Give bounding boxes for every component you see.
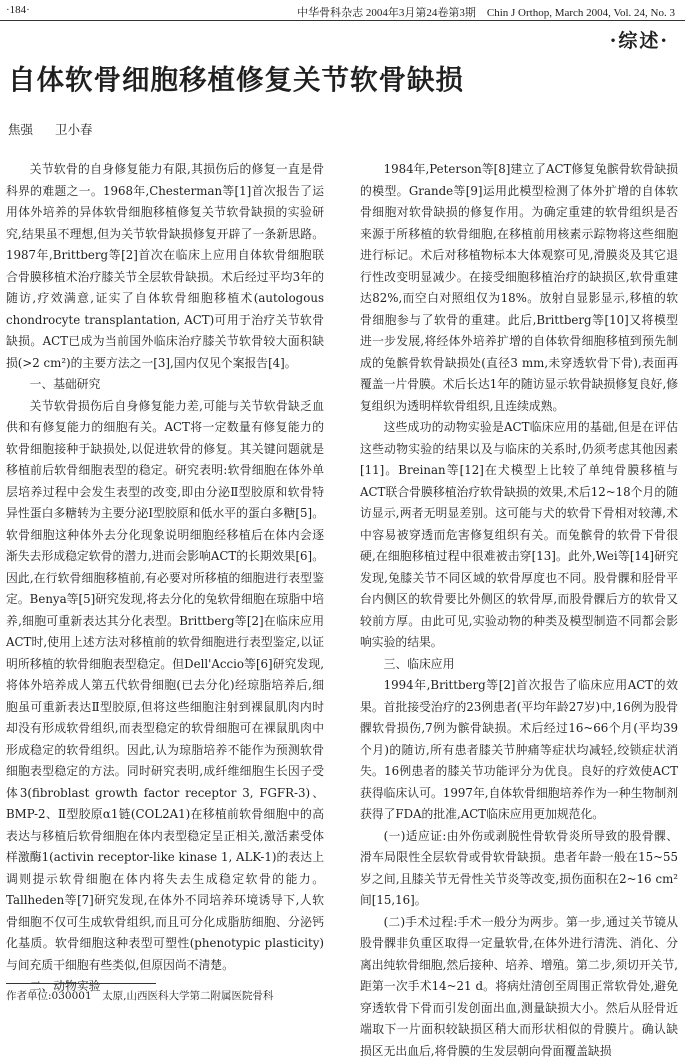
author: 卫小春 [55,122,93,137]
body-paragraph: 1994年,Brittberg等[2]首次报告了临床应用ACT的效果。首批接受治疗的23例患者(平均年龄27岁)中,16例为股骨髁软骨损伤,7例为髌骨缺损。术后经过16~66个月(平均39个月)的随访,所有患者膝关节肿痛等症状均减轻,绞锁症状消失。16例患者的膝关节功能评分为优良。良好的疗效使ACT获得临床认可。1997年,自体软骨细胞培养作为一种生物制剂获得了FDA的批准,ACT临床应用更加规范化。 [360,675,678,826]
section-heading: 二、动物实验 [6,976,324,998]
footnote-rule [6,983,156,984]
page-number: ·184· [6,4,30,16]
section-label: ·综述· [610,26,669,53]
author-affiliation: 作者单位:030001 太原,山西医科大学第二附属医院骨科 [6,988,273,1003]
author-list [8,120,111,138]
author: 焦强 [8,122,33,137]
article-title: 自体软骨细胞移植修复关节软骨缺损 [8,57,464,97]
left-column [6,159,324,998]
body-paragraph: (二)手术过程:手术一般分为两步。第一步,通过关节镜从股骨髁非负重区取得一定量软骨,在体外进行清洗、消化、分离出纯软骨细胞,然后接种、培养、增殖。第二步,须切开关节,距第一次手术14~21 d。将病灶清创至周围正常软骨处,避免穿透软骨下骨而引发创面出血,测量缺损大小。然后从胫骨近端取下一片面积较缺损区稍大而形状相似的骨膜片。确认缺损区无出血后,将骨膜的生发层朝向骨面覆盖缺损 [360,912,678,1062]
body-paragraph: (一)适应证:由外伤或剥脱性骨软骨炎所导致的股骨髁、滑车局限性全层软骨或骨软骨缺损。患者年龄一般在15~55岁之间,且膝关节无骨性关节炎等改变,损伤面积在2~16 cm²间[15,16]。 [360,826,678,912]
body-paragraph: 这些成功的动物实验是ACT临床应用的基础,但是在评估这些动物实验的结果以及与临床的关系时,仍须考虑其他因素[11]。Breinan等[12]在犬模型上比较了单纯骨膜移植与ACT联合骨膜移植治疗软骨缺损的效果,术后12~18个月的随访显示,两者无明显差别。这可能与犬的软骨下骨相对较薄,术中容易被穿透而危害修复组织有关。而兔髌骨的软骨下骨很硬,在细胞移植过程中很难被击穿[13]。此外,Wei等[14]研究发现,兔膝关节不同区域的软骨厚度也不同。股骨髁和胫骨平台内侧区的软骨要比外侧区的软骨厚,而股骨髁后方的软骨又较前方厚。由此可见,实验动物的种类及模型制造不同都会影响实验的结果。 [360,417,678,654]
right-column [360,159,678,1062]
journal-citation: 中华骨科杂志 2004年3月第24卷第3期 Chin J Orthop, March 2004, Vol. 24, No. 3 [297,4,675,20]
body-paragraph: 关节软骨损伤后自身修复能力差,可能与关节软骨缺乏血供和有修复能力的细胞有关。ACT将一定数量有修复能力的软骨细胞接种于缺损处,以促进软骨的修复。其关键问题就是移植前后软骨细胞表型的稳定。研究表明:软骨细胞在体外单层培养过程中会发生表型的改变,即由分泌Ⅱ型胶原和软骨特异性蛋白多糖转为主要分泌Ⅰ型胶原和低水平的蛋白多糖[5]。软骨细胞这种体外去分化现象说明细胞经移植后在体内会逐渐失去形成稳定软骨的潜力,进而会影响ACT的长期效果[6]。因此,在行软骨细胞移植前,有必要对所移植的细胞进行表型鉴定。Benya等[5]研究发现,将去分化的兔软骨细胞在琼脂中培养,细胞可重新表达其分化表型。Brittberg等[2]在临床应用ACT时,使用上述方法对移植前的软骨细胞进行表型鉴定,以证明所移植的软骨细胞表型稳定。但Dell'Accio等[6]研究发现,将体外培养成人第五代软骨细胞(已去分化)经琼脂培养后,细胞虽可重新表达Ⅱ型胶原,但将这些细胞注射到裸鼠肌肉内时却没有形成软骨组织,而表型稳定的软骨细胞可在裸鼠肌肉中形成稳定的软骨组织。因此,认为琼脂培养不能作为预测软骨细胞表型稳定的方法。同时研究表明,成纤维细胞生长因子受体3(fibroblast growth factor receptor 3, FGFR-3)、BMP-2、Ⅱ型胶原α1链(COL2A1)在移植前软骨细胞中的高表达与移植后软骨细胞在体内表型稳定呈正相关,激活素受体样激酶1(activin receptor-like kinase 1, ALK-1)的表达上调则提示软骨细胞在体内将失去生成稳定软骨的能力。Tallheden等[7]研究发现,在体外不同培养环境诱导下,人软骨细胞不仅可生成软骨组织,而且可分化成脂肪细胞、分泌钙化基质。软骨细胞这种表型可塑性(phenotypic plasticity)与间充质干细胞有些类似,但原因尚不清楚。 [6,396,324,977]
body-paragraph: 1984年,Peterson等[8]建立了ACT修复兔髌骨软骨缺损的模型。Grande等[9]运用此模型检测了体外扩增的自体软骨细胞对软骨缺损的修复作用。为确定重建的软骨组织是否来源于所移植的软骨细胞,在移植前用核素示踪物将这些细胞进行标记。术后对移植物标本大体观察可见,滑膜炎及其它退行性改变明显减少。在接受细胞移植治疗的缺损区,软骨重建达82%,而空白对照组仅为18%。放射自显影显示,移植的软骨细胞参与了软骨的重建。此后,Brittberg等[10]又将模型进一步发展,将经体外培养扩增的自体软骨细胞移植到预先制成的兔髌骨软骨缺损处(直径3 mm,未穿透软骨下骨),表面再覆盖一片骨膜。术后长达1年的随访显示软骨缺损修复良好,修复组织为透明样软骨组织,且连续成熟。 [360,159,678,417]
section-heading: 一、基础研究 [6,374,324,396]
running-header [0,0,685,22]
header-rule [0,20,685,21]
body-paragraph: 关节软骨的自身修复能力有限,其损伤后的修复一直是骨科界的难题之一。1968年,Chesterman等[1]首次报告了运用体外培养的异体软骨细胞移植修复关节软骨缺损的实验研究,结果虽不理想,但为关节软骨缺损修复开辟了一条新思路。1987年,Brittberg等[2]首次在临床上应用自体软骨细胞联合骨膜移植术治疗膝关节全层软骨缺损。术后经过平均3年的随访,疗效满意,证实了自体软骨细胞移植术(autologous chondrocyte transplantation, ACT)可用于治疗关节软骨缺损。ACT已成为当前国外临床治疗膝关节软骨较大面积缺损(>2 cm²)的主要方法之一[3],国内仅见个案报告[4]。 [6,159,324,374]
section-heading: 三、临床应用 [360,654,678,676]
